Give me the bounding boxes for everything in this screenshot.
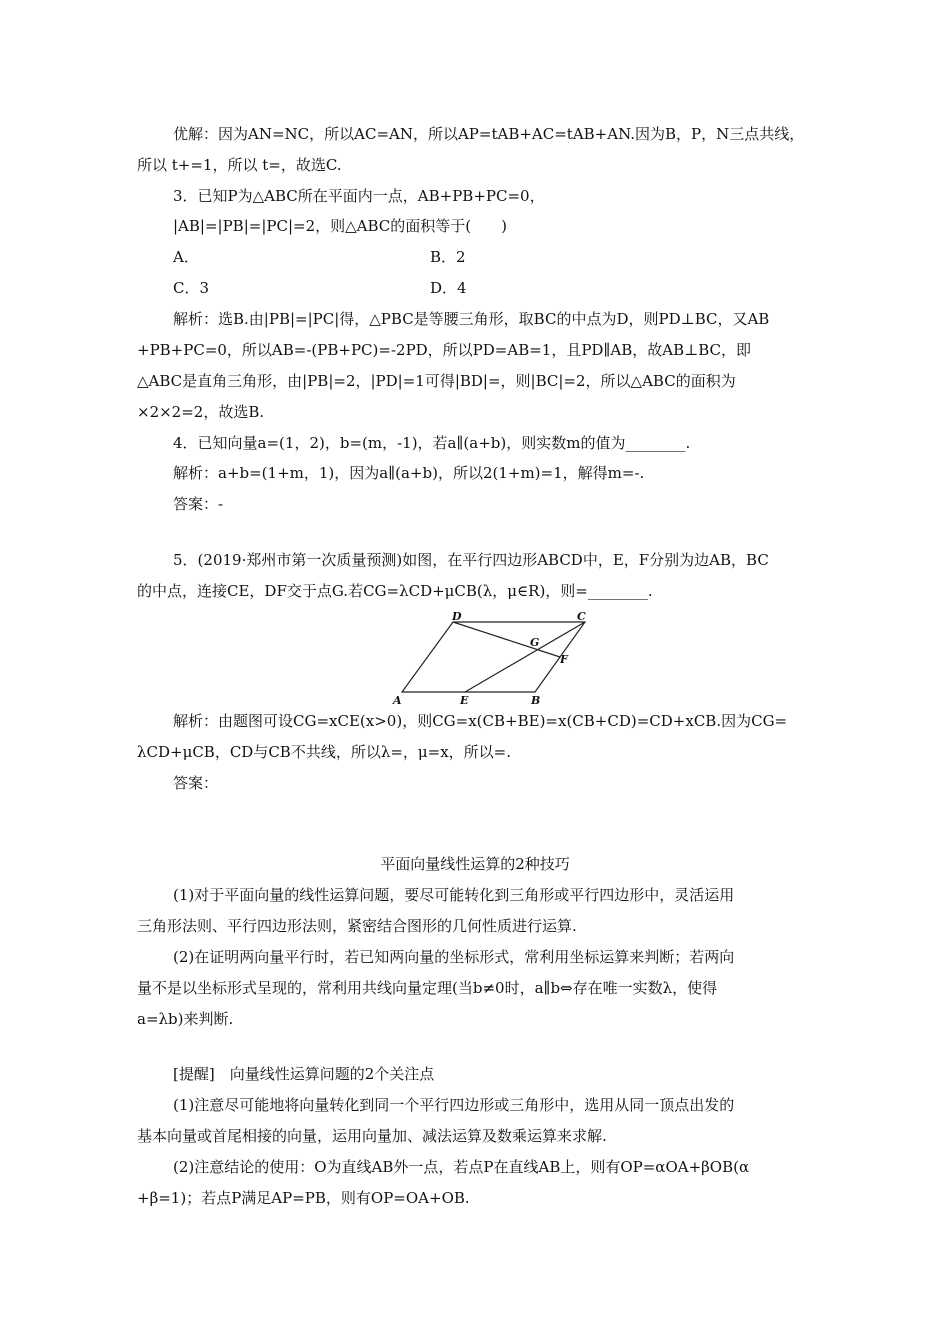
text-line: 所以 t+=1，所以 t=，故选C. [137, 156, 342, 174]
tip-line: (2)在证明两向量平行时，若已知两向量的坐标形式，常利用坐标运算来判断；若两向 [173, 948, 735, 966]
answer-line: 答案： [173, 774, 219, 792]
option-b: B．2 [430, 248, 466, 266]
text-line: 三角形法则、平行四边形法则，紧密结合图形的几何性质进行运算. [137, 917, 577, 935]
parallelogram-abcd [402, 622, 585, 692]
segment-df [453, 622, 560, 657]
text-line: 量不是以坐标形式呈现的，常利用共线向量定理(当b≠0时，a∥b⇔存在唯一实数λ，使得 [137, 979, 718, 997]
text-line: |AB|=|PB|=|PC|=2，则△ABC的面积等于( ) [173, 217, 507, 235]
text-line: +β=1)；若点P满足AP=PB，则有OP=OA+OB. [137, 1189, 470, 1207]
text-line: △ABC是直角三角形，由|PB|=2，|PD|=1可得|BD|=，则|BC|=2，所以△ABC的面积为 [137, 372, 736, 390]
label-e: E [460, 694, 469, 706]
text-line: λCD+μCB，CD与CB不共线，所以λ=，μ=x，所以=. [137, 743, 512, 761]
section-heading: 平面向量线性运算的2种技巧 [380, 855, 570, 873]
text-line: 的中点，连接CE，DF交于点G.若CG=λCD+μCB(λ，μ∈R)，则=________. [137, 582, 653, 600]
label-f: F [560, 653, 568, 666]
text-line: ×2×2=2，故选B. [137, 403, 265, 421]
option-c: C．3 [173, 279, 210, 297]
solution-line: 解析：a+b=(1+m，1)，因为a∥(a+b)，所以2(1+m)=1，解得m=-. [173, 464, 645, 482]
parallelogram-figure [390, 610, 600, 706]
label-b: B [531, 694, 541, 706]
solution-line: 解析：由题图可设CG=xCE(x>0)，则CG=x(CB+BE)=x(CB+CD)=CD+xCB.因为CG= [173, 712, 788, 730]
option-d: D．4 [430, 279, 467, 297]
option-a: A． [173, 248, 199, 266]
text-line: 优解：因为AN=NC，所以AC=AN，所以AP=tAB+AC=tAB+AN.因为B，P，N三点共线， [173, 125, 805, 143]
question-5: 5．(2019·郑州市第一次质量预测)如图，在平行四边形ABCD中，E，F分别为边AB，BC [173, 551, 769, 569]
text-line: +PB+PC=0，所以AB=-(PB+PC)=-2PD，所以PD=AB=1，且PD∥AB，故AB⊥BC，即 [137, 341, 751, 359]
question-4: 4．已知向量a=(1，2)，b=(m，-1)，若a∥(a+b)，则实数m的值为________. [173, 434, 691, 452]
tip-line: (1)对于平面向量的线性运算问题，要尽可能转化到三角形或平行四边形中，灵活运用 [173, 886, 735, 904]
reminder-heading: [提醒] 向量线性运算问题的2个关注点 [173, 1065, 435, 1083]
reminder-line: (1)注意尽可能地将向量转化到同一个平行四边形或三角形中，选用从同一顶点出发的 [173, 1096, 735, 1114]
reminder-line: (2)注意结论的使用：O为直线AB外一点，若点P在直线AB上，则有OP=αOA+βOB(α [173, 1158, 750, 1176]
solution-line: 解析：选B.由|PB|=|PC|得，△PBC是等腰三角形，取BC的中点为D，则PD⊥BC，又AB [173, 310, 770, 328]
label-d: D [452, 610, 462, 623]
label-g: G [530, 636, 540, 649]
text-line: a=λb)来判断. [137, 1010, 234, 1028]
label-c: C [577, 610, 586, 623]
text-line: 基本向量或首尾相接的向量，运用向量加、减法运算及数乘运算来求解. [137, 1127, 607, 1145]
answer-line: 答案：- [173, 495, 224, 513]
label-a: A [393, 694, 402, 706]
question-3: 3．已知P为△ABC所在平面内一点，AB+PB+PC=0， [173, 187, 545, 205]
